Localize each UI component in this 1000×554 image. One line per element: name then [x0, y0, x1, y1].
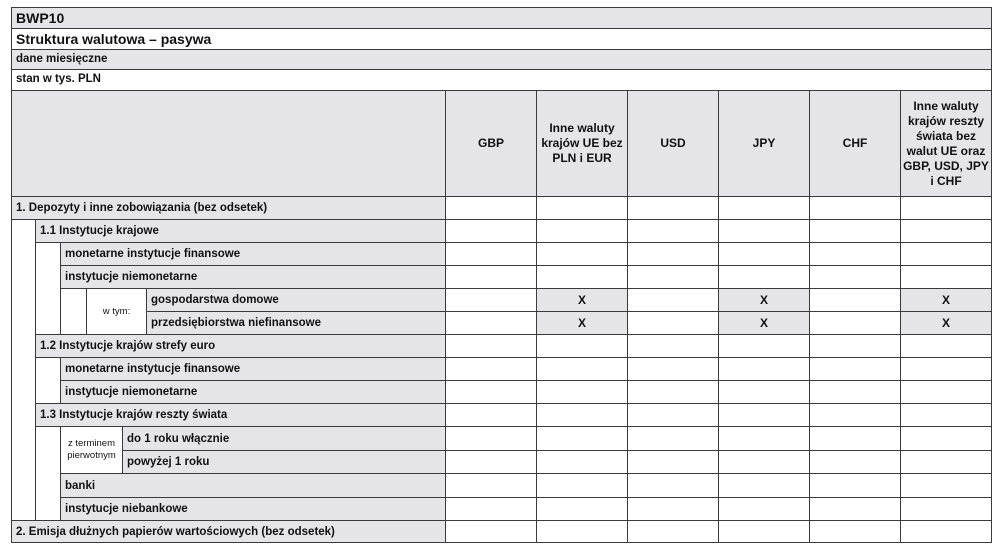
data-cell[interactable] [900, 219, 992, 243]
data-cell[interactable] [627, 288, 719, 312]
col-header-gbp: GBP [445, 90, 537, 197]
na-cell [536, 311, 628, 335]
indent-12-block [35, 357, 61, 404]
row-label-over-1y: powyżej 1 roku [122, 450, 446, 474]
data-cell[interactable] [900, 426, 992, 451]
data-cell[interactable] [627, 473, 719, 498]
row-label-domestic-mfi: monetarne instytucje finansowe [60, 242, 446, 266]
data-cell[interactable] [809, 450, 901, 474]
data-cell[interactable] [536, 473, 628, 498]
data-cell[interactable] [809, 288, 901, 312]
indent-13-block [35, 426, 61, 521]
data-cell[interactable] [445, 311, 537, 335]
data-cell[interactable] [718, 403, 810, 427]
data-cell[interactable] [445, 219, 537, 243]
data-cell[interactable] [627, 380, 719, 404]
data-cell[interactable] [445, 473, 537, 498]
report-title-row [11, 28, 992, 50]
not-applicable-mark: X [759, 316, 768, 330]
na-cell [900, 311, 992, 335]
report-title: Struktura walutowa – pasywa [16, 31, 212, 47]
data-cell[interactable] [900, 334, 992, 358]
frequency-row [11, 49, 992, 70]
data-cell[interactable] [900, 357, 992, 381]
data-cell[interactable] [809, 380, 901, 404]
data-cell[interactable] [718, 334, 810, 358]
data-cell[interactable] [627, 357, 719, 381]
data-cell[interactable] [718, 265, 810, 289]
data-cell[interactable] [809, 219, 901, 243]
indent-1-block [11, 219, 36, 521]
data-cell[interactable] [445, 288, 537, 312]
data-cell[interactable] [718, 473, 810, 498]
na-cell [900, 288, 992, 312]
data-cell[interactable] [809, 242, 901, 266]
data-cell[interactable] [900, 520, 992, 543]
data-cell[interactable] [445, 334, 537, 358]
not-applicable-mark: X [759, 293, 768, 307]
data-cell[interactable] [536, 265, 628, 289]
indent-11b-block [60, 288, 87, 335]
term-label: z terminem pierwotnym [60, 426, 123, 474]
na-cell [718, 311, 810, 335]
data-cell[interactable] [445, 357, 537, 381]
indent-11-block [35, 242, 61, 335]
data-cell[interactable] [809, 334, 901, 358]
data-cell[interactable] [718, 196, 810, 220]
data-cell[interactable] [445, 380, 537, 404]
data-cell[interactable] [445, 196, 537, 220]
data-cell[interactable] [627, 334, 719, 358]
col-header-jpy: JPY [718, 90, 810, 197]
data-cell[interactable] [809, 196, 901, 220]
data-cell[interactable] [536, 334, 628, 358]
na-cell [718, 288, 810, 312]
data-cell[interactable] [809, 265, 901, 289]
data-cell[interactable] [718, 242, 810, 266]
data-cell[interactable] [718, 219, 810, 243]
col-header-usd: USD [627, 90, 719, 197]
data-cell[interactable] [900, 473, 992, 498]
unit-label: stan w tys. PLN [16, 73, 101, 85]
row-label-households: gospodarstwa domowe [146, 288, 446, 312]
data-cell[interactable] [627, 242, 719, 266]
data-cell[interactable] [627, 196, 719, 220]
row-label-deposits: 1. Depozyty i inne zobowiązania (bez odsetek) [11, 196, 446, 220]
data-cell[interactable] [718, 520, 810, 543]
data-cell[interactable] [536, 520, 628, 543]
data-cell[interactable] [536, 403, 628, 427]
data-cell[interactable] [536, 497, 628, 521]
not-applicable-mark: X [941, 316, 950, 330]
data-cell[interactable] [718, 450, 810, 474]
data-cell[interactable] [900, 403, 992, 427]
data-cell[interactable] [536, 219, 628, 243]
row-label-rest-of-world: 1.3 Instytucje krajów reszty świata [35, 403, 446, 427]
data-cell[interactable] [445, 403, 537, 427]
data-cell[interactable] [445, 265, 537, 289]
row-label-domestic: 1.1 Instytucje krajowe [35, 219, 446, 243]
data-cell[interactable] [809, 497, 901, 521]
na-cell [536, 288, 628, 312]
data-cell[interactable] [809, 520, 901, 543]
data-cell[interactable] [627, 520, 719, 543]
w-tym-label: w tym: [86, 288, 147, 335]
data-cell[interactable] [627, 403, 719, 427]
row-label-euro-mfi: monetarne instytucje finansowe [60, 357, 446, 381]
data-cell[interactable] [627, 311, 719, 335]
data-cell[interactable] [536, 357, 628, 381]
not-applicable-mark: X [577, 293, 586, 307]
data-cell[interactable] [445, 520, 537, 543]
data-cell[interactable] [627, 219, 719, 243]
col-header-world-other: Inne waluty krajów reszty świata bez walut UE oraz GBP, USD, JPY i CHF [900, 90, 992, 197]
data-cell[interactable] [809, 473, 901, 498]
col-header-chf: CHF [809, 90, 901, 197]
row-label-banks: banki [60, 473, 446, 498]
data-cell[interactable] [536, 450, 628, 474]
row-label-nonbank: instytucje niebankowe [60, 497, 446, 521]
not-applicable-mark: X [577, 316, 586, 330]
data-cell[interactable] [809, 311, 901, 335]
data-cell[interactable] [718, 497, 810, 521]
data-cell[interactable] [627, 426, 719, 451]
report-code-row [11, 7, 992, 29]
data-cell[interactable] [536, 196, 628, 220]
row-label-euro-nonmonetary: instytucje niemonetarne [60, 380, 446, 404]
data-cell[interactable] [627, 265, 719, 289]
data-cell[interactable] [718, 380, 810, 404]
data-cell[interactable] [445, 497, 537, 521]
row-label-domestic-nonmonetary: instytucje niemonetarne [60, 265, 446, 289]
row-label-up-to-1y: do 1 roku włącznie [122, 426, 446, 451]
data-cell[interactable] [900, 196, 992, 220]
unit-row [11, 69, 992, 91]
data-cell[interactable] [809, 357, 901, 381]
data-cell[interactable] [536, 242, 628, 266]
data-cell[interactable] [718, 426, 810, 451]
data-cell[interactable] [900, 450, 992, 474]
data-cell[interactable] [536, 426, 628, 451]
header-corner [11, 90, 446, 197]
data-cell[interactable] [900, 265, 992, 289]
data-cell[interactable] [627, 497, 719, 521]
data-cell[interactable] [809, 403, 901, 427]
row-label-nonfinancial-corps: przedsiębiorstwa niefinansowe [146, 311, 446, 335]
data-cell[interactable] [809, 426, 901, 451]
row-label-debt-securities: 2. Emisja dłużnych papierów wartościowych (bez odsetek) [11, 520, 446, 543]
col-header-eu-other: Inne waluty krajów UE bez PLN i EUR [536, 90, 628, 197]
row-label-euro-area: 1.2 Instytucje krajów strefy euro [35, 334, 446, 358]
data-cell[interactable] [900, 497, 992, 521]
data-cell[interactable] [627, 450, 719, 474]
data-cell[interactable] [718, 357, 810, 381]
frequency-label: dane miesięczne [16, 53, 108, 65]
data-cell[interactable] [900, 242, 992, 266]
not-applicable-mark: X [941, 293, 950, 307]
data-cell[interactable] [445, 242, 537, 266]
data-cell[interactable] [445, 426, 537, 451]
data-cell[interactable] [445, 450, 537, 474]
data-cell[interactable] [900, 380, 992, 404]
report-code: BWP10 [16, 10, 65, 26]
data-cell[interactable] [536, 380, 628, 404]
